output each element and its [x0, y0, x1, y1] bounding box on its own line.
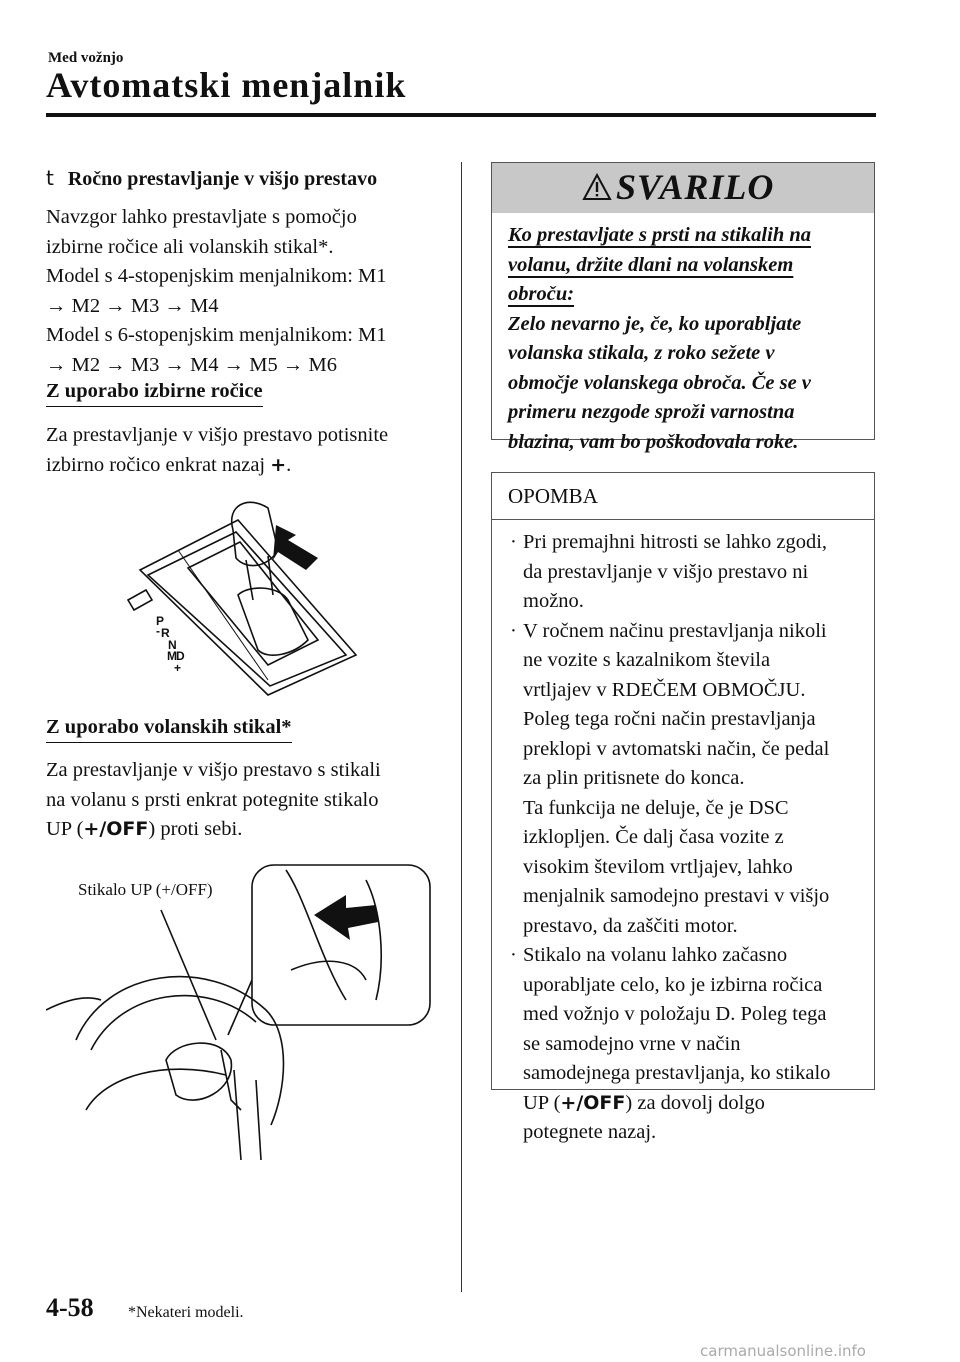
wheel-line: na volanu s prsti enkrat potegnite stikalo [46, 788, 379, 811]
bullet: · [510, 531, 517, 553]
warning-title: SVARILO [616, 167, 775, 207]
warning-header [492, 163, 874, 213]
page-number: 4-58 [46, 1293, 94, 1322]
warning-box [491, 162, 875, 453]
intro-line: izbirne ročice ali volanskih stikal*. [46, 235, 334, 258]
plus-symbol: + [270, 453, 287, 476]
column-divider [461, 162, 462, 1292]
gear-label-r: R [161, 626, 170, 640]
lever-subheading [46, 380, 446, 407]
intro-paragraph [46, 203, 446, 380]
up-off-key: +/OFF [83, 818, 149, 840]
warning-line: blazina, vam bo poškodovala roke. [508, 430, 799, 453]
intro-line: → M2 → M3 → M4 [46, 294, 219, 317]
wheel-paragraph [46, 756, 446, 845]
warning-icon [582, 173, 612, 201]
note-body [492, 520, 874, 1148]
note-item: · Pri premajhni hitrosti se lahko zgodi, da prestavljanje v višjo prestavo ni možno. [506, 528, 860, 617]
page-title: Avtomatski menjalnik [46, 65, 407, 105]
warning-line: primeru nezgode sproži varnostna [508, 401, 795, 423]
footnote: *Nekateri modeli. [128, 1304, 244, 1321]
wheel-subheading [46, 716, 446, 743]
note-item: · V ročnem načinu prestavljanja nikoli ne vozite s kazalnikom števila vrtljajev v RDEČEM OBMOČJU. Poleg tega ročni način prestavljanja preklopi v avtomatski način, če pedal za plin pritisnete do konca. Ta funkcija ne deluje, če je DSC izklopljen. Če dalj časa vozite z visokim številom vrtljajev, lahko menjalnik samodejno prestavi v višjo prestavo, da zaščiti motor. [506, 617, 860, 942]
section-label: Med vožnjo [48, 50, 124, 66]
intro-line: → M2 → M3 → M4 → M5 → M6 [46, 353, 338, 376]
title-rule [46, 113, 876, 117]
warning-line: Ko prestavljate s prsti na stikalih na [508, 224, 811, 246]
warning-line: območje volanskega obroča. Če se v [508, 371, 811, 394]
section-marker: t [46, 166, 54, 190]
section-heading-text: Ročno prestavljanje v višjo prestavo [67, 168, 378, 190]
gear-label-minus: - [156, 624, 160, 638]
lever-line: Za prestavljanje v višjo prestavo potisnite [46, 424, 389, 446]
warning-line: Zelo nevarno je, če, ko uporabljate [508, 312, 802, 335]
section-heading [46, 166, 446, 191]
wheel-line: UP (+/OFF) proti sebi. [46, 818, 243, 840]
lever-line: izbirno ročico enkrat nazaj +. [46, 453, 292, 476]
warning-line: obroču: [508, 283, 575, 305]
wheel-subheading-text: Z uporabo volanskih stikal* [46, 716, 292, 743]
up-off-key: +/OFF [560, 1091, 626, 1114]
watermark: carmanualsonline.info [700, 1342, 866, 1360]
note-item: · Stikalo na volanu lahko začasno uporabljate celo, ko je izbirna ročica med vožnjo v položaju D. Poleg tega se samodejno vrne v način samodejnega prestavljanja, ko stikalo UP (+/OFF) za dovolj dolgo potegnete nazaj. [506, 941, 860, 1148]
warning-line: volanska stikala, z roko sežete v [508, 342, 775, 364]
warning-line: volanu, držite dlani na volanskem [508, 253, 794, 276]
callout-label: Stikalo UP (+/OFF) [78, 880, 213, 899]
gear-shifter-illustration [118, 490, 368, 700]
gear-label-d: D [176, 649, 185, 663]
note-box [491, 472, 875, 1143]
bullet: · [510, 944, 517, 966]
bullet: · [510, 619, 517, 642]
intro-line: Navzgor lahko prestavljate s pomočjo [46, 206, 357, 228]
wheel-line: Za prestavljanje v višjo prestavo s stikali [46, 759, 381, 781]
note-title: OPOMBA [492, 473, 874, 520]
arrow-icon [273, 525, 318, 570]
gear-label-n: N [168, 638, 177, 652]
lever-subheading-text: Z uporabo izbirne ročice [46, 380, 263, 407]
pull-arrow-icon [314, 895, 378, 940]
intro-line: Model s 4-stopenjskim menjalnikom: M1 [46, 265, 387, 287]
intro-line: Model s 6-stopenjskim menjalnikom: M1 [46, 324, 387, 346]
gear-label-p: P [156, 614, 165, 628]
warning-body [492, 213, 874, 457]
gear-label-plus: + [174, 661, 182, 675]
steering-wheel-illustration [46, 860, 436, 1160]
gear-label-m: M [167, 649, 177, 663]
lever-paragraph [46, 421, 446, 480]
